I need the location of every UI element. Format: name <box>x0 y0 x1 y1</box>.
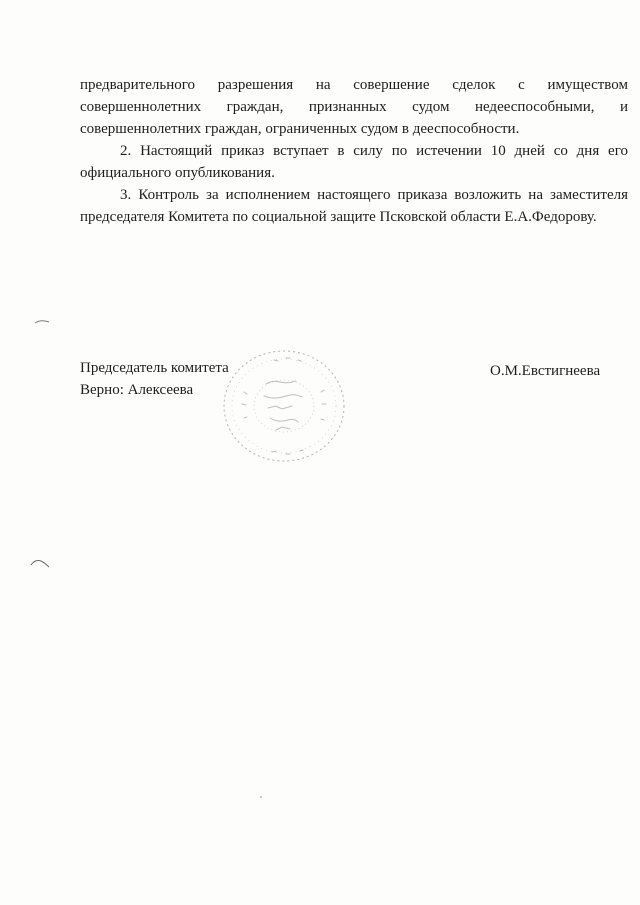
signatory-name: О.М.Евстигнеева <box>490 363 601 379</box>
paragraph-item-2: 2. Настоящий приказ вступает в силу по истечении 10 дней со дня его официального опубликования. <box>80 143 628 181</box>
verification-note: Верно: Алексеева <box>80 382 194 398</box>
official-stamp <box>214 344 354 466</box>
paragraph-item-3: 3. Контроль за исполнением настоящего приказа возложить на заместителя председателя Комитета по социальной защите Псковской области Е.А.Федорову. <box>80 187 628 225</box>
document-body <box>80 74 628 228</box>
scan-mark <box>34 318 50 326</box>
scan-mark <box>259 795 263 799</box>
paragraph-continuation: предварительного разрешения на совершение сделок с имуществом совершеннолетних граждан, признанных судом недееспособными, и совершеннолетних граждан, ограниченных судом в дееспособности. <box>80 77 628 137</box>
scan-mark <box>30 556 50 570</box>
signatory-position: Председатель комитета <box>80 360 229 376</box>
